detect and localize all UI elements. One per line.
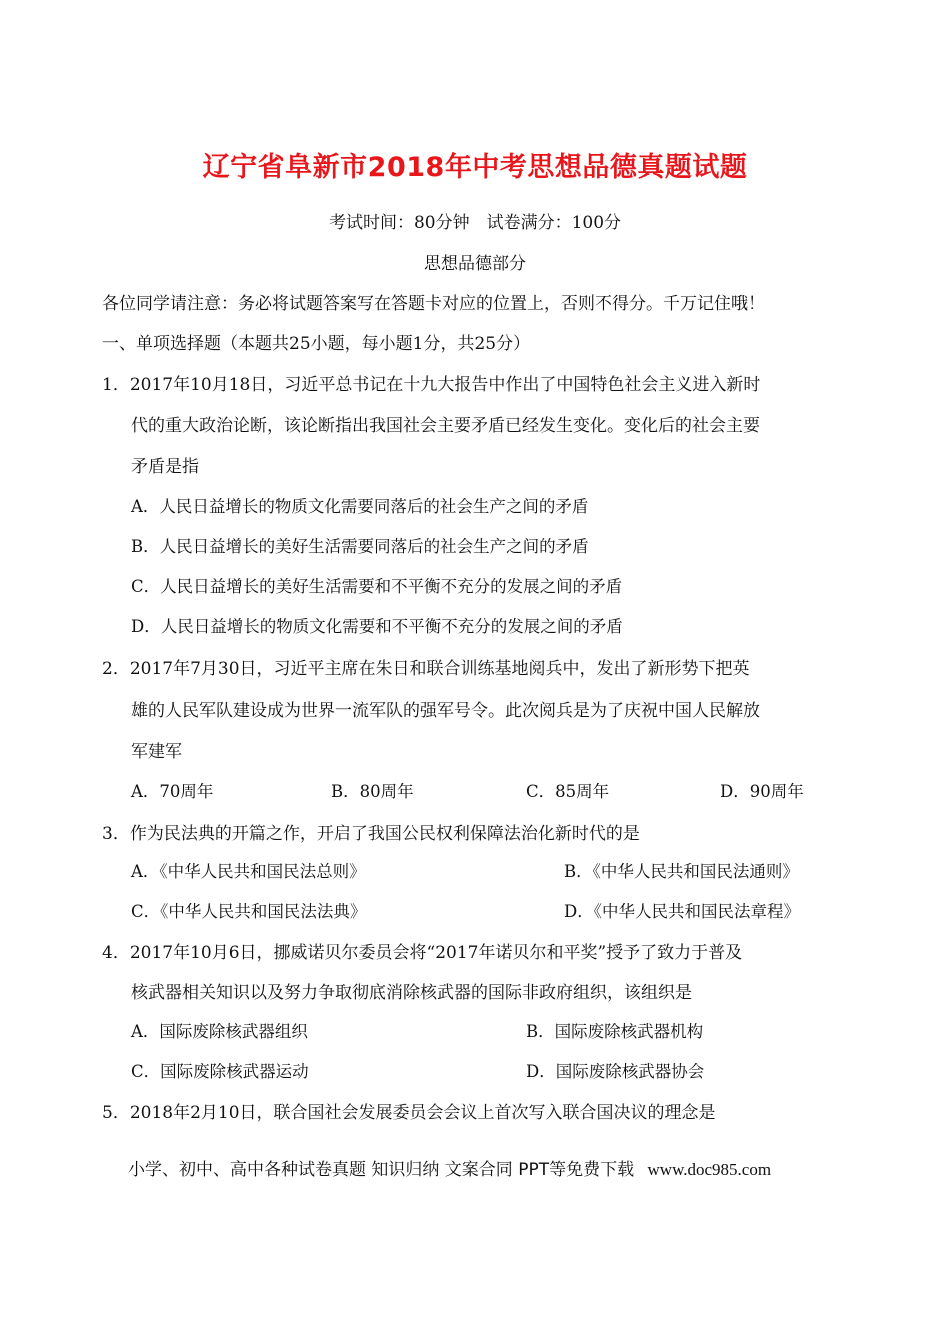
document-title: 辽宁省阜新市2018年中考思想品德真题试题 — [202, 152, 748, 183]
option-b: B．国际废除核武器机构 — [526, 1022, 704, 1041]
footer-banner — [128, 1155, 771, 1180]
footer-url[interactable]: www.doc985.com — [647, 1160, 772, 1179]
question-text-line: 3．作为民法典的开篇之作，开启了我国公民权利保障法治化新时代的是 — [102, 824, 640, 844]
question-text-line: 5．2018年2月10日，联合国社会发展委员会会议上首次写入联合国决议的理念是 — [102, 1103, 716, 1123]
option-b: B．《中华人民共和国民法通则》 — [564, 862, 799, 881]
part-heading: 一、单项选择题（本题共25小题，每小题1分，共25分） — [102, 334, 531, 354]
notice: 各位同学请注意：务必将试题答案写在答题卡对应的位置上，否则不得分。千万记住哦！ — [102, 294, 765, 314]
option-a: A．国际废除核武器组织 — [131, 1022, 308, 1041]
option-c: C．《中华人民共和国民法法典》 — [131, 902, 367, 921]
question-text-line: 2．2017年7月30日，习近平主席在朱日和联合训练基地阅兵中，发出了新形势下把英 — [102, 659, 750, 679]
question-text-line: 军建军 — [131, 742, 182, 762]
option-b: B．人民日益增长的美好生活需要同落后的社会生产之间的矛盾 — [131, 537, 589, 556]
option-d: D．人民日益增长的物质文化需要和不平衡不充分的发展之间的矛盾 — [131, 617, 623, 636]
option-b: B．80周年 — [331, 782, 414, 801]
option-c: C．85周年 — [526, 782, 610, 801]
option-a: A．人民日益增长的物质文化需要同落后的社会生产之间的矛盾 — [131, 497, 589, 516]
exam-info: 考试时间：80分钟 试卷满分：100分 — [328, 213, 622, 233]
option-d: D．90周年 — [720, 782, 804, 801]
option-d: D．《中华人民共和国民法章程》 — [564, 902, 800, 921]
question-text-line: 核武器相关知识以及努力争取彻底消除核武器的国际非政府组织，该组织是 — [131, 983, 692, 1003]
question-text-line: 代的重大政治论断，该论断指出我国社会主要矛盾已经发生变化。变化后的社会主要 — [131, 416, 760, 436]
option-c: C．国际废除核武器运动 — [131, 1062, 309, 1081]
question-text-line: 4．2017年10月6日，挪威诺贝尔委员会将“2017年诺贝尔和平奖”授予了致力于普及 — [102, 943, 743, 963]
footer-text: 小学、初中、高中各种试卷真题 知识归纳 文案合同 PPT等免费下载 — [128, 1160, 635, 1180]
option-a: A．70周年 — [131, 782, 214, 801]
option-d: D．国际废除核武器协会 — [526, 1062, 705, 1081]
question-text-line: 雄的人民军队建设成为世界一流军队的强军号令。此次阅兵是为了庆祝中国人民解放 — [131, 701, 760, 721]
section-title: 思想品德部分 — [424, 254, 526, 274]
question-text-line: 矛盾是指 — [131, 457, 199, 477]
question-text-line: 1．2017年10月18日，习近平总书记在十九大报告中作出了中国特色社会主义进入新时 — [102, 375, 761, 395]
option-a: A．《中华人民共和国民法总则》 — [131, 862, 366, 881]
option-c: C．人民日益增长的美好生活需要和不平衡不充分的发展之间的矛盾 — [131, 577, 623, 596]
